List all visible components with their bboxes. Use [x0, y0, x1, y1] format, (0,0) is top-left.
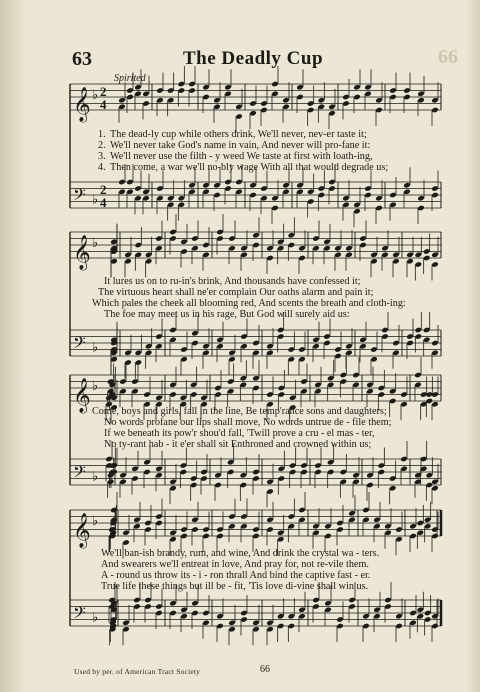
tempo-marking: Spirited: [114, 73, 146, 84]
treble-clef: 𝄞: [73, 513, 91, 548]
verse-line: 2. We'll never take God's name in vain, And never will pro-fane it:: [98, 140, 371, 151]
verse-line: The virtuous heart shall ne'er complain Our oaths alarm and pain it;: [98, 287, 374, 298]
key-signature-flat: ♭: [92, 468, 99, 484]
bass-clef: 𝄢: [73, 332, 86, 357]
key-signature-flat: ♭: [92, 378, 99, 393]
verse-line: No words profane our lips shall move, No words untrue de - file them;: [104, 417, 392, 428]
verse-line: And swearers we'll entreat in love, And pray for, not re-vile them.: [101, 559, 369, 570]
verse-line: Come, boys and girls, fall in the line, Be temp'rance sons and daughters;: [92, 406, 387, 417]
copyright-credit: Used by per. of American Tract Society: [74, 667, 201, 676]
time-signature-bottom: 4: [100, 195, 107, 210]
bleed-through-number: 66: [438, 46, 458, 68]
hymn-title: The Deadly Cup: [183, 48, 324, 69]
verse-line: True life these things but ill be - fit, 'Tis love di-vine shall win us.: [101, 581, 369, 592]
key-signature-flat: ♭: [92, 513, 99, 528]
key-signature-flat: ♭: [92, 339, 99, 355]
verse-line: 3. We'll never use the filth - y weed We taste at first with loath-ing,: [98, 151, 373, 162]
treble-clef: 𝄞: [73, 235, 91, 270]
key-signature-flat: ♭: [92, 609, 99, 625]
time-signature-top: 2: [100, 182, 107, 197]
hymn-number: 63: [72, 48, 92, 70]
bass-clef: 𝄢: [73, 184, 86, 209]
treble-clef: 𝄞: [73, 87, 91, 122]
verse-line: 4. Then come, a war we'll no-bly wage With all that would degrade us;: [98, 162, 389, 173]
verse-line: It lures us on to ru-in's brink, And thousands have confessed it;: [104, 276, 361, 287]
time-signature-bottom: 4: [100, 97, 107, 112]
verse-line: The foe may meet us in his rage, But God will surely aid us:: [104, 309, 350, 320]
key-signature-flat: ♭: [92, 191, 99, 207]
key-signature-flat: ♭: [92, 235, 99, 250]
bass-clef: 𝄢: [73, 461, 86, 486]
verse-line: A - round us throw its - i - ron thrall And bind the captive fast - er.: [101, 570, 371, 581]
verse-line: 1. The dead-ly cup while others drink, We'll never, nev-er taste it;: [98, 129, 367, 140]
verse-line: If we beneath its pow'r shou'd fall, 'Twill prove a cru - el mas - ter,: [104, 428, 375, 439]
verse-line: We'll ban-ish brandy, rum, and wine, And drink the crystal wa - ters.: [101, 548, 380, 559]
bass-clef: 𝄢: [73, 602, 86, 627]
time-signature-top: 2: [100, 84, 107, 99]
key-signature-flat: ♭: [92, 87, 99, 102]
page-number: 66: [260, 664, 270, 675]
verse-line: No ty-rant hab - it e'er shall sit Enthroned and crowned within us;: [104, 439, 372, 450]
verse-line: Which pales the cheek all blooming red, And scents the breath and cloth-ing:: [92, 298, 406, 309]
treble-clef: 𝄞: [73, 378, 91, 413]
